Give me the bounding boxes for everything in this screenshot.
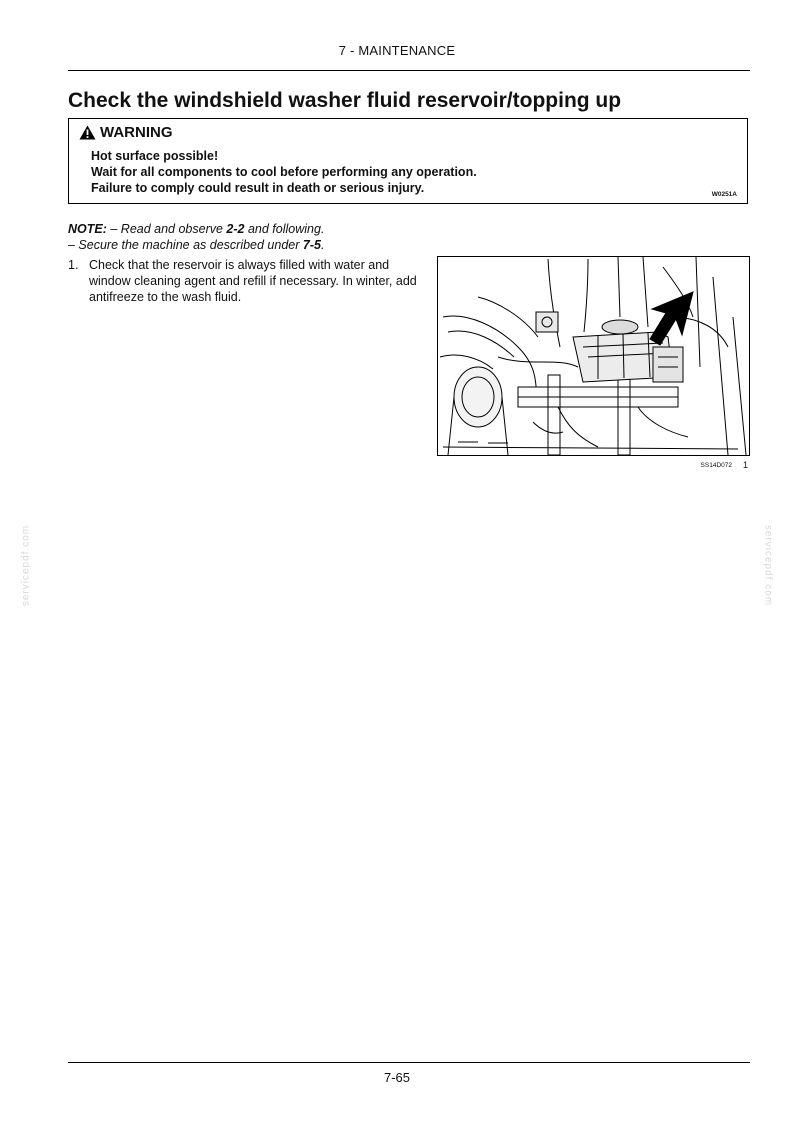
note-text: – Secure the machine as described under — [68, 238, 303, 252]
footer-rule — [68, 1062, 750, 1063]
step-text: Check that the reservoir is always filled with water and window cleaning agent and refill if necessary. In winter, add antifreeze to the wash fluid. — [89, 258, 417, 304]
page-number: 7-65 — [383, 1070, 411, 1085]
watermark-left: servicepdf.com — [20, 524, 32, 607]
note-label: NOTE: — [68, 222, 107, 236]
pointer-arrow — [650, 292, 693, 345]
warning-box — [68, 118, 748, 204]
engine-compartment-drawing — [438, 257, 749, 455]
note-line-2 — [68, 237, 324, 253]
reservoir-illustration — [437, 256, 750, 456]
figure-code: SS14D072 — [700, 462, 732, 469]
watermark-right: servicepdf.com — [762, 524, 774, 607]
note-line-1 — [68, 221, 324, 237]
section-header: 7 - MAINTENANCE — [338, 43, 456, 58]
warning-heading — [79, 124, 173, 141]
warning-line: Hot surface possible! — [91, 149, 219, 163]
note-text: – Read and observe — [106, 222, 227, 236]
note-text: . — [320, 238, 325, 252]
warning-text — [91, 148, 477, 196]
warning-code: W0251A — [711, 191, 737, 198]
note-text: and following. — [244, 222, 325, 236]
note-reference: 2-2 — [226, 222, 245, 236]
warning-line: Wait for all components to cool before performing any operation. — [91, 165, 477, 179]
header-rule — [68, 70, 750, 71]
warning-line: Failure to comply could result in death or serious injury. — [91, 181, 425, 195]
warning-triangle-icon — [79, 125, 96, 140]
figure-caption — [437, 460, 750, 474]
note-block — [68, 221, 324, 253]
step-number: 1. — [68, 258, 79, 272]
figure-number: 1 — [742, 460, 748, 470]
page-title: Check the windshield washer fluid reservoir/topping up — [68, 89, 622, 112]
note-reference: 7-5 — [302, 238, 321, 252]
warning-heading-text: WARNING — [100, 124, 173, 141]
